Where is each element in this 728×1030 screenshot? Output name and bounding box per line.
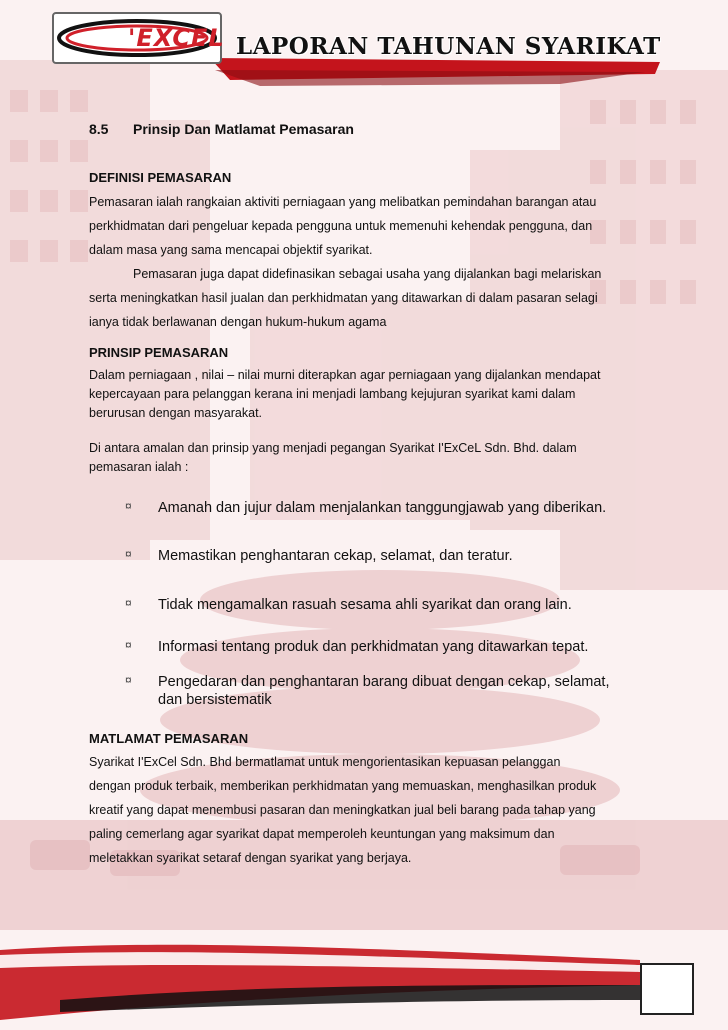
text-line: Dalam perniagaan , nilai – nilai murni diterapkan agar perniagaan yang dijalankan mendapat — [89, 368, 601, 382]
section-title: Prinsip Dan Matlamat Pemasaran — [133, 121, 354, 137]
text-line: dengan produk terbaik, memberikan perkhidmatan yang memuaskan, menghasilkan produk — [89, 779, 597, 793]
text-line: kepercayaan para pelanggan kerana ini menjadi lambang kejujuran syarikat kami dalam — [89, 387, 576, 401]
section-heading — [89, 121, 354, 137]
logo-text: 'EXCEL — [128, 24, 225, 52]
text-line: perkhidmatan dari pengeluar kepada pengguna untuk memenuhi kehendak pengguna, dan — [89, 219, 593, 233]
list-item-text: Informasi tentang produk dan perkhidmatan yang ditawarkan tepat. — [158, 639, 589, 655]
report-title: LAPORAN TAHUNAN SYARIKAT — [236, 33, 661, 60]
list-item-text: Memastikan penghantaran cekap, selamat, dan teratur. — [158, 548, 513, 564]
text-line: Pemasaran ialah rangkaian aktiviti perniagaan yang melibatkan pemindahan barangan atau — [89, 195, 597, 209]
list-item-text: Tidak mengamalkan rasuah sesama ahli syarikat dan orang lain. — [158, 597, 572, 613]
prinsip-paragraph — [89, 366, 640, 423]
text-line: paling cemerlang agar syarikat dapat memperoleh keuntungan yang maksimum dan — [89, 827, 555, 841]
list-item-text: Pengedaran dan penghantaran barang dibuat dengan cekap, selamat, dan bersistematik — [158, 674, 610, 708]
text-line: ianya tidak berlawanan dengan hukum-hukum agama — [89, 315, 387, 329]
company-logo — [52, 12, 225, 64]
bullet-icon: ¤ — [125, 596, 132, 610]
text-line: dalam masa yang sama mencapai objektif syarikat. — [89, 243, 373, 257]
definisi-paragraph — [89, 190, 640, 334]
bullet-icon: ¤ — [125, 499, 132, 513]
text-line: berurusan dengan masyarakat. — [89, 406, 263, 420]
list-item-text: Amanah dan jujur dalam menjalankan tanggungjawab yang diberikan. — [158, 500, 607, 516]
page-number-box — [640, 963, 694, 1015]
text-line: Di antara amalan dan prinsip yang menjadi pegangan Syarikat I'ExCeL Sdn. Bhd. dalam — [89, 441, 577, 455]
matlamat-heading: MATLAMAT PEMASARAN — [89, 731, 249, 746]
prinsip-heading: PRINSIP PEMASARAN — [89, 345, 229, 360]
bullet-icon: ¤ — [125, 547, 132, 561]
matlamat-paragraph — [89, 750, 640, 870]
bullet-icon: ¤ — [125, 638, 132, 652]
prinsip-intro — [89, 439, 640, 477]
bullet-icon: ¤ — [125, 673, 132, 687]
definisi-heading: DEFINISI PEMASARAN — [89, 170, 232, 185]
section-number: 8.5 — [89, 121, 109, 137]
text-line: Syarikat I'ExCel Sdn. Bhd bermatlamat untuk mengorientasikan kepuasan pelanggan — [89, 755, 561, 769]
text-line: meletakkan syarikat setaraf dengan syarikat yang berjaya. — [89, 851, 412, 865]
text-line: serta meningkatkan hasil jualan dan perkhidmatan yang ditawarkan di dalam pasaran selagi — [89, 291, 598, 305]
text-line: pemasaran ialah : — [89, 460, 189, 474]
text-line: kreatif yang dapat menembusi pasaran dan meningkatkan jual beli barang pada tahap yang — [89, 803, 596, 817]
text-line: Pemasaran juga dapat didefinasikan sebagai usaha yang dijalankan bagi melariskan — [133, 267, 602, 281]
